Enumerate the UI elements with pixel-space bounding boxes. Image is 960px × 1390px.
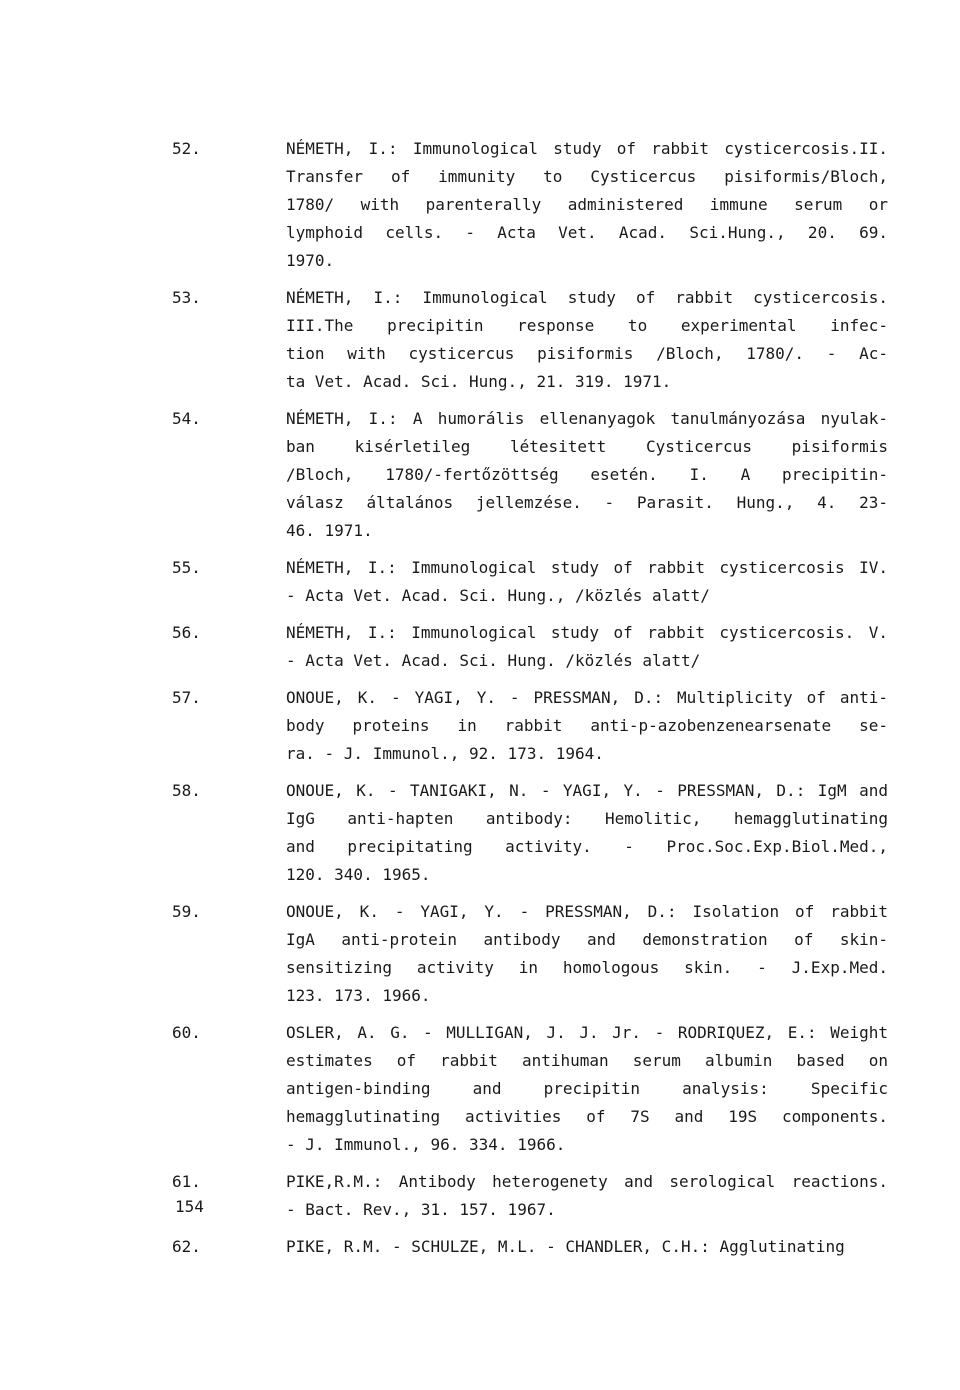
reference-number: 57. bbox=[172, 688, 201, 707]
reference-item bbox=[172, 1233, 892, 1261]
reference-line: III.The precipitin response to experimental infec- bbox=[286, 316, 888, 335]
reference-line: /Bloch, 1780/-fertőzöttség esetén. I. A precipitin- bbox=[286, 465, 888, 484]
reference-number: 53. bbox=[172, 288, 201, 307]
reference-item bbox=[172, 1019, 892, 1159]
reference-line: IgG anti-hapten antibody: Hemolitic, hemagglutinating bbox=[286, 809, 888, 828]
reference-number: 52. bbox=[172, 139, 201, 158]
reference-item bbox=[172, 135, 892, 275]
reference-item bbox=[172, 554, 892, 610]
reference-line: ONOUE, K. - YAGI, Y. - PRESSMAN, D.: Multiplicity of anti- bbox=[286, 688, 888, 707]
reference-number: 59. bbox=[172, 902, 201, 921]
reference-number: 56. bbox=[172, 623, 201, 642]
reference-line: - Acta Vet. Acad. Sci. Hung., /közlés alatt/ bbox=[286, 586, 710, 605]
reference-line: 120. 340. 1965. bbox=[286, 865, 431, 884]
reference-text bbox=[286, 554, 888, 610]
reference-item bbox=[172, 898, 892, 1010]
reference-number: 54. bbox=[172, 409, 201, 428]
reference-line: NÉMETH, I.: Immunological study of rabbit cysticercosis. V. bbox=[286, 623, 888, 642]
reference-line: tion with cysticercus pisiformis /Bloch, 1780/. - Ac- bbox=[286, 344, 888, 363]
reference-item bbox=[172, 1168, 892, 1224]
reference-number: 60. bbox=[172, 1023, 201, 1042]
reference-line: lymphoid cells. - Acta Vet. Acad. Sci.Hung., 20. 69. bbox=[286, 223, 888, 242]
reference-line: ban kisérletileg létesitett Cysticercus pisiformis bbox=[286, 437, 888, 456]
reference-text bbox=[286, 619, 888, 675]
reference-number: 58. bbox=[172, 781, 201, 800]
reference-text bbox=[286, 777, 888, 889]
reference-line: ra. - J. Immunol., 92. 173. 1964. bbox=[286, 744, 604, 763]
reference-line: estimates of rabbit antihuman serum albumin based on bbox=[286, 1051, 888, 1070]
reference-line: PIKE, R.M. - SCHULZE, M.L. - CHANDLER, C.H.: Agglutinating bbox=[286, 1237, 845, 1256]
reference-line: NÉMETH, I.: Immunological study of rabbit cysticercosis. bbox=[286, 288, 888, 307]
reference-line: 1780/ with parenterally administered immune serum or bbox=[286, 195, 888, 214]
reference-text bbox=[286, 684, 888, 768]
reference-line: NÉMETH, I.: Immunological study of rabbit cysticercosis IV. bbox=[286, 558, 888, 577]
reference-line: ONOUE, K. - TANIGAKI, N. - YAGI, Y. - PRESSMAN, D.: IgM and bbox=[286, 781, 888, 800]
reference-item bbox=[172, 777, 892, 889]
reference-text bbox=[286, 1019, 888, 1159]
reference-text bbox=[286, 135, 888, 275]
reference-number: 55. bbox=[172, 558, 201, 577]
reference-line: Transfer of immunity to Cysticercus pisiformis/Bloch, bbox=[286, 167, 888, 186]
reference-line: ONOUE, K. - YAGI, Y. - PRESSMAN, D.: Isolation of rabbit bbox=[286, 902, 888, 921]
reference-line: PIKE,R.M.: Antibody heterogenety and serological reactions. bbox=[286, 1172, 888, 1191]
reference-line: ta Vet. Acad. Sci. Hung., 21. 319. 1971. bbox=[286, 372, 672, 391]
reference-text bbox=[286, 284, 888, 396]
reference-line: NÉMETH, I.: Immunological study of rabbit cysticercosis.II. bbox=[286, 139, 888, 158]
reference-number: 62. bbox=[172, 1237, 201, 1256]
reference-line: hemagglutinating activities of 7S and 19S components. bbox=[286, 1107, 888, 1126]
reference-item bbox=[172, 284, 892, 396]
reference-line: IgA anti-protein antibody and demonstration of skin- bbox=[286, 930, 888, 949]
reference-line: sensitizing activity in homologous skin. - J.Exp.Med. bbox=[286, 958, 888, 977]
reference-item bbox=[172, 684, 892, 768]
reference-line: 123. 173. 1966. bbox=[286, 986, 431, 1005]
reference-line: - Acta Vet. Acad. Sci. Hung. /közlés alatt/ bbox=[286, 651, 701, 670]
reference-line: and precipitating activity. - Proc.Soc.Exp.Biol.Med., bbox=[286, 837, 888, 856]
reference-line: - Bact. Rev., 31. 157. 1967. bbox=[286, 1200, 556, 1219]
reference-text bbox=[286, 898, 888, 1010]
reference-line: 1970. bbox=[286, 251, 335, 270]
reference-line: OSLER, A. G. - MULLIGAN, J. J. Jr. - RODRIQUEZ, E.: Weight bbox=[286, 1023, 888, 1042]
reference-line: - J. Immunol., 96. 334. 1966. bbox=[286, 1135, 566, 1154]
page-number: 154 bbox=[175, 1197, 204, 1216]
reference-number: 61. bbox=[172, 1172, 201, 1191]
reference-line: body proteins in rabbit anti-p-azobenzenearsenate se- bbox=[286, 716, 888, 735]
reference-line: válasz általános jellemzése. - Parasit. Hung., 4. 23- bbox=[286, 493, 888, 512]
reference-line: antigen-binding and precipitin analysis: Specific bbox=[286, 1079, 888, 1098]
reference-text bbox=[286, 1168, 888, 1224]
reference-list bbox=[172, 135, 892, 1270]
reference-text bbox=[286, 405, 888, 545]
reference-item bbox=[172, 619, 892, 675]
reference-text bbox=[286, 1233, 888, 1261]
reference-line: NÉMETH, I.: A humorális ellenanyagok tanulmányozása nyulak- bbox=[286, 409, 888, 428]
reference-line: 46. 1971. bbox=[286, 521, 373, 540]
reference-item bbox=[172, 405, 892, 545]
